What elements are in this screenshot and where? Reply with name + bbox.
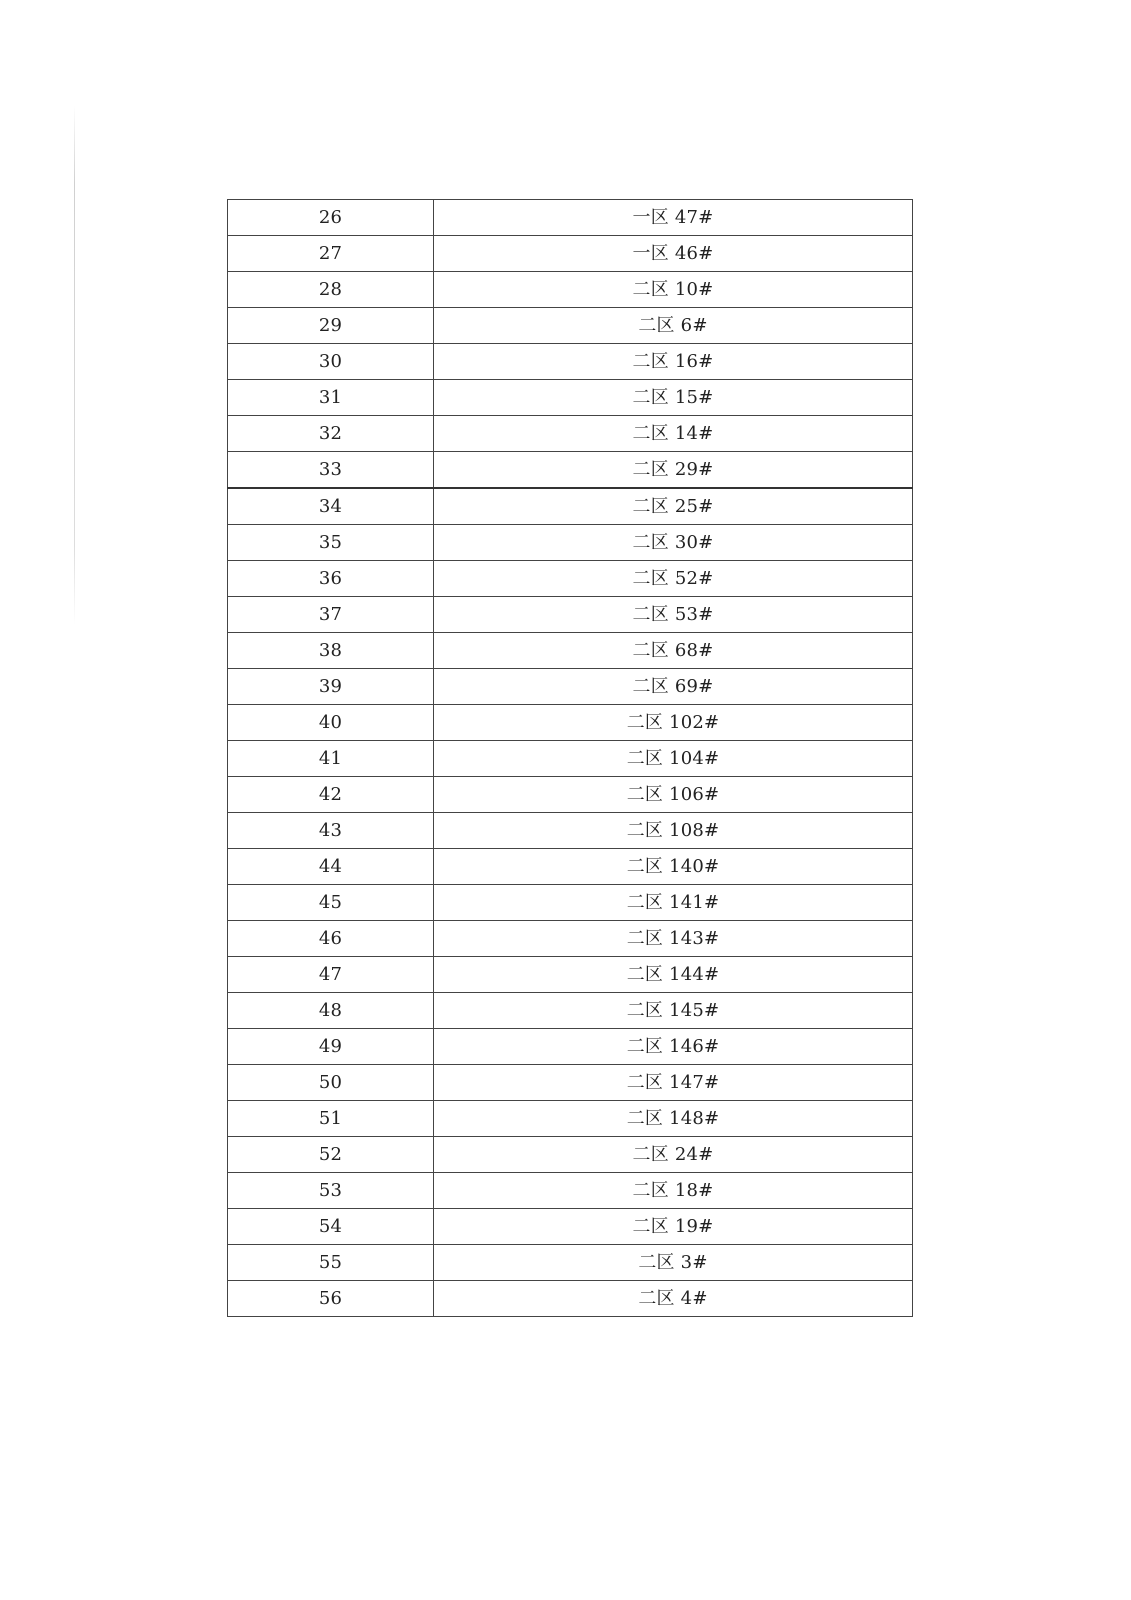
table-row — [228, 380, 913, 416]
row-number-cell: 46 — [228, 921, 434, 957]
row-number-cell: 56 — [228, 1281, 434, 1317]
table-row — [228, 1137, 913, 1173]
table-row — [228, 597, 913, 633]
row-number-cell: 36 — [228, 561, 434, 597]
location-cell: 二区 29# — [434, 452, 913, 489]
location-cell: 二区 10# — [434, 272, 913, 308]
row-number-cell: 47 — [228, 957, 434, 993]
table-row — [228, 777, 913, 813]
row-number-cell: 30 — [228, 344, 434, 380]
table-row — [228, 1029, 913, 1065]
table-row — [228, 416, 913, 452]
row-number-cell: 34 — [228, 488, 434, 525]
location-cell: 二区 30# — [434, 525, 913, 561]
row-number-cell: 37 — [228, 597, 434, 633]
table-row — [228, 525, 913, 561]
location-cell: 二区 141# — [434, 885, 913, 921]
row-number-cell: 35 — [228, 525, 434, 561]
table-row — [228, 1173, 913, 1209]
location-cell: 二区 144# — [434, 957, 913, 993]
table-row — [228, 1281, 913, 1317]
table-row — [228, 344, 913, 380]
row-number-cell: 44 — [228, 849, 434, 885]
location-cell: 一区 46# — [434, 236, 913, 272]
table-row — [228, 633, 913, 669]
row-number-cell: 55 — [228, 1245, 434, 1281]
location-cell: 二区 68# — [434, 633, 913, 669]
row-number-cell: 29 — [228, 308, 434, 344]
location-cell: 二区 4# — [434, 1281, 913, 1317]
location-cell: 二区 19# — [434, 1209, 913, 1245]
row-number-cell: 48 — [228, 993, 434, 1029]
location-cell: 二区 104# — [434, 741, 913, 777]
location-cell: 二区 18# — [434, 1173, 913, 1209]
table-row — [228, 1101, 913, 1137]
table-row — [228, 921, 913, 957]
row-number-cell: 39 — [228, 669, 434, 705]
location-cell: 二区 145# — [434, 993, 913, 1029]
row-number-cell: 49 — [228, 1029, 434, 1065]
table-row — [228, 236, 913, 272]
table-row — [228, 200, 913, 236]
location-cell: 二区 146# — [434, 1029, 913, 1065]
table-row — [228, 885, 913, 921]
row-number-cell: 33 — [228, 452, 434, 489]
table-row — [228, 813, 913, 849]
row-number-cell: 42 — [228, 777, 434, 813]
row-number-cell: 51 — [228, 1101, 434, 1137]
location-cell: 二区 143# — [434, 921, 913, 957]
location-cell: 二区 6# — [434, 308, 913, 344]
table-body — [228, 200, 913, 1317]
row-number-cell: 28 — [228, 272, 434, 308]
row-number-cell: 38 — [228, 633, 434, 669]
location-cell: 二区 53# — [434, 597, 913, 633]
location-cell: 二区 147# — [434, 1065, 913, 1101]
scan-margin-line — [74, 105, 75, 625]
row-number-cell: 26 — [228, 200, 434, 236]
table-row — [228, 705, 913, 741]
row-number-cell: 43 — [228, 813, 434, 849]
row-number-cell: 45 — [228, 885, 434, 921]
table-row — [228, 993, 913, 1029]
table-row — [228, 1245, 913, 1281]
table-row — [228, 741, 913, 777]
table-row — [228, 488, 913, 525]
location-cell: 二区 148# — [434, 1101, 913, 1137]
row-number-cell: 27 — [228, 236, 434, 272]
table-row — [228, 452, 913, 489]
table-row — [228, 669, 913, 705]
row-number-cell: 32 — [228, 416, 434, 452]
location-cell: 二区 106# — [434, 777, 913, 813]
table-row — [228, 308, 913, 344]
location-cell: 二区 24# — [434, 1137, 913, 1173]
row-number-cell: 53 — [228, 1173, 434, 1209]
row-number-cell: 40 — [228, 705, 434, 741]
location-cell: 二区 108# — [434, 813, 913, 849]
location-cell: 二区 140# — [434, 849, 913, 885]
location-cell: 二区 102# — [434, 705, 913, 741]
row-number-cell: 50 — [228, 1065, 434, 1101]
row-number-cell: 54 — [228, 1209, 434, 1245]
table-row — [228, 1209, 913, 1245]
table-row — [228, 561, 913, 597]
table-row — [228, 957, 913, 993]
location-table — [227, 199, 913, 1317]
location-cell: 一区 47# — [434, 200, 913, 236]
table-row — [228, 1065, 913, 1101]
row-number-cell: 52 — [228, 1137, 434, 1173]
table-row — [228, 272, 913, 308]
row-number-cell: 31 — [228, 380, 434, 416]
location-cell: 二区 69# — [434, 669, 913, 705]
location-cell: 二区 25# — [434, 488, 913, 525]
location-cell: 二区 16# — [434, 344, 913, 380]
row-number-cell: 41 — [228, 741, 434, 777]
table-row — [228, 849, 913, 885]
location-cell: 二区 15# — [434, 380, 913, 416]
location-cell: 二区 52# — [434, 561, 913, 597]
location-cell: 二区 14# — [434, 416, 913, 452]
location-cell: 二区 3# — [434, 1245, 913, 1281]
